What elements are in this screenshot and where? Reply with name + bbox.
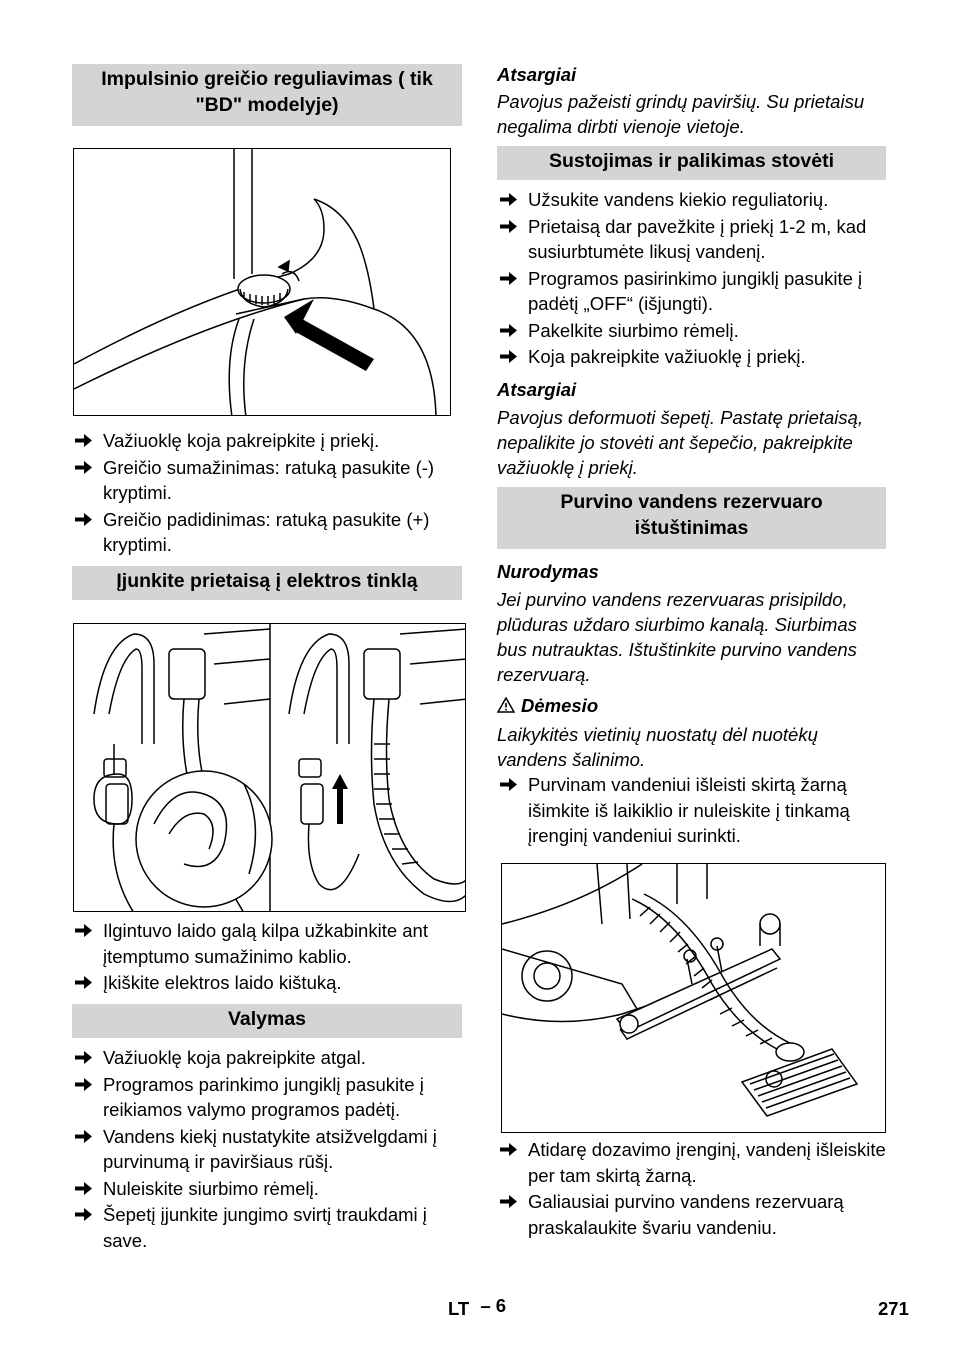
arrow-right-icon [500,192,517,207]
arrow-right-icon [75,433,92,448]
warning-title: Dėmesio [497,694,598,718]
list-drain-hose [497,772,889,850]
arrow-right-icon [500,323,517,338]
list-power-connect [72,918,464,997]
section-heading-cleaning: Valymas [72,1004,462,1038]
warning-triangle-icon [497,697,515,713]
list-item: Prietaisą dar pavežkite į priekį 1-2 m, kad susiurbtumėte likusį vandenį. [497,214,889,265]
arrow-right-icon [75,975,92,990]
footer-page-number: 271 [878,1298,909,1319]
section-heading-speed-control: Impulsinio greičio reguliavimas ( tik "BD" modelyje) [72,64,462,126]
arrow-right-icon [75,1050,92,1065]
arrow-right-icon [75,1129,92,1144]
speed-knob-illustration [74,149,451,416]
note-text: Jei purvino vandens rezervuaras prisipildo, plūduras uždaro siurbimo kanalą. Siurbimas bus nutrauktas. Ištuštinkite purvino vandens rezervuarą. [497,589,857,685]
list-drain-finish [497,1137,889,1241]
footer-language-section: LT – 6 [448,1295,507,1319]
list-item: Koja pakreipkite važiuoklę į priekį. [497,344,889,370]
list-item: Pakelkite siurbimo rėmelį. [497,318,889,344]
caution-text: Pavojus pažeisti grindų paviršių. Su prietaisu negalima dirbti vienoje vietoje. [497,91,865,137]
arrow-right-icon [75,1181,92,1196]
section-heading-dirty-water-tank: Purvino vandens rezervuaro ištuštinimas [497,487,886,549]
list-item: Programos parinkimo jungiklį pasukite į reikiamos valymo programos padėtį. [72,1072,464,1123]
list-item: Nuleiskite siurbimo rėmelį. [72,1176,464,1202]
arrow-right-icon [500,1194,517,1209]
caution-title: Atsargiai [497,379,577,400]
arrow-right-icon [75,1207,92,1222]
section-heading-stop-park: Sustojimas ir palikimas stovėti [497,146,886,180]
list-item: Greičio padidinimas: ratuką pasukite (+) kryptimi. [72,507,464,558]
list-item: Programos pasirinkimo jungiklį pasukite į padėtį „OFF“ (išjungti). [497,266,889,317]
arrow-right-icon [75,923,92,938]
list-item: Važiuoklę koja pakreipkite atgal. [72,1045,464,1071]
power-cord-illustration [74,624,466,912]
drain-hose-illustration [502,864,886,1133]
list-item: Ilgintuvo laido galą kilpa užkabinkite ant įtemptumo sumažinimo kablio. [72,918,464,969]
arrow-right-icon [500,219,517,234]
list-cleaning [72,1045,464,1254]
arrow-right-icon [75,1077,92,1092]
list-item: Važiuoklę koja pakreipkite į priekį. [72,428,464,454]
list-item: Vandens kiekį nustatykite atsižvelgdami į purvinumą ir paviršiaus rūšį. [72,1124,464,1175]
warning-text: Laikykitės vietinių nuostatų dėl nuotėkų vandens šalinimo. [497,724,818,770]
arrow-right-icon [500,1142,517,1157]
list-item: Greičio sumažinimas: ratuką pasukite (-) kryptimi. [72,455,464,506]
list-item: Purvinam vandeniui išleisti skirtą žarną išimkite iš laikiklio ir nuleiskite į tinkamą įrenginį vandeniui surinkti. [497,772,889,849]
figure-power-cord [73,623,466,912]
section-heading-power-connect: Įjunkite prietaisą į elektros tinklą [72,566,462,600]
list-stop-park [497,187,889,371]
list-item: Šepetį įjunkite jungimo svirtį traukdami į save. [72,1202,464,1253]
arrow-right-icon [75,512,92,527]
arrow-right-icon [500,271,517,286]
arrow-right-icon [500,777,517,792]
list-item: Atidarę dozavimo įrenginį, vandenį išleiskite per tam skirtą žarną. [497,1137,889,1188]
list-speed-control [72,428,464,559]
caution-text: Pavojus deformuoti šepetį. Pastatę prietaisą, nepalikite jo stovėti ant šepečio, pakreipkite važiuoklę į priekį. [497,407,864,478]
note-title: Nurodymas [497,561,599,582]
figure-drain-hose [501,863,886,1133]
list-item: Įkiškite elektros laido kištuką. [72,970,464,996]
arrow-right-icon [500,349,517,364]
caution-title: Atsargiai [497,64,577,85]
arrow-right-icon [75,460,92,475]
list-item: Galiausiai purvino vandens rezervuarą praskalaukite švariu vandeniu. [497,1189,889,1240]
list-item: Užsukite vandens kiekio reguliatorių. [497,187,889,213]
figure-speed-knob [73,148,451,416]
